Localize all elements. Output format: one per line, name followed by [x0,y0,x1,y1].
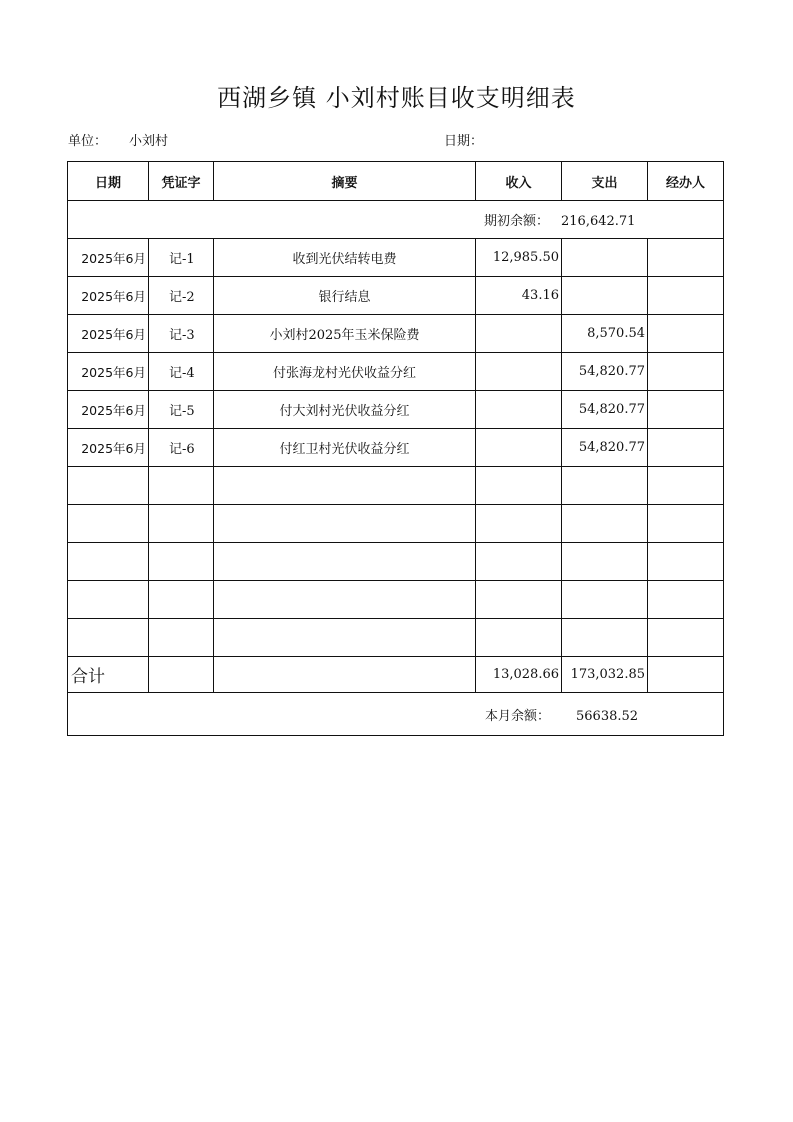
opening-balance-value: 216,642.71 [561,214,636,229]
cell-voucher: 记-2 [149,277,214,315]
cell-summary: 收到光伏结转电费 [214,239,476,277]
cell-handler [648,391,724,429]
cell-summary: 付张海龙村光伏收益分红 [214,353,476,391]
cell-income: 43.16 [476,277,562,315]
table-row [68,619,724,657]
cell-summary [214,619,476,657]
cell-income [476,581,562,619]
cell-date: 2025年6月 [68,391,149,429]
unit-value: 小刘村 [129,134,169,149]
cell-expense [562,505,648,543]
total-summary-cell [214,657,476,693]
cell-expense [562,467,648,505]
table-row [68,277,724,315]
cell-voucher: 记-1 [149,239,214,277]
cell-date: 2025年6月 [68,315,149,353]
cell-summary [214,543,476,581]
cell-summary [214,505,476,543]
table-row [68,543,724,581]
cell-summary: 银行结息 [214,277,476,315]
total-label: 合计 [68,657,149,693]
cell-date: 2025年6月 [68,239,149,277]
cell-voucher [149,543,214,581]
opening-balance-row [68,201,724,239]
cell-voucher: 记-5 [149,391,214,429]
cell-date [68,505,149,543]
cell-expense [562,277,648,315]
cell-handler [648,315,724,353]
closing-balance-value: 56638.52 [576,708,639,724]
col-header-voucher: 凭证字 [149,162,214,201]
cell-handler [648,581,724,619]
cell-voucher: 记-6 [149,429,214,467]
col-header-income: 收入 [476,162,562,201]
table-row [68,429,724,467]
date-label: 日期： [444,134,484,149]
cell-handler [648,277,724,315]
cell-date [68,467,149,505]
total-voucher-cell [149,657,214,693]
table-row [68,239,724,277]
cell-handler [648,353,724,391]
cell-voucher [149,581,214,619]
cell-expense [562,619,648,657]
closing-balance-row [68,693,724,736]
cell-handler [648,619,724,657]
total-expense: 173,032.85 [562,657,648,693]
table-row [68,391,724,429]
cell-summary [214,581,476,619]
total-income: 13,028.66 [476,657,562,693]
cell-date [68,543,149,581]
cell-income [476,505,562,543]
cell-handler [648,505,724,543]
cell-income [476,315,562,353]
col-header-handler: 经办人 [648,162,724,201]
table-row [68,467,724,505]
cell-expense [562,581,648,619]
cell-voucher [149,619,214,657]
cell-handler [648,543,724,581]
cell-income [476,619,562,657]
cell-summary: 付大刘村光伏收益分红 [214,391,476,429]
cell-date: 2025年6月 [68,277,149,315]
opening-balance-label: 期初余额： [484,214,550,229]
cell-income [476,391,562,429]
cell-handler [648,429,724,467]
cell-handler [648,239,724,277]
cell-voucher [149,467,214,505]
cell-expense [562,239,648,277]
header-row [68,162,724,201]
table-row [68,353,724,391]
cell-summary [214,467,476,505]
closing-balance-label: 本月余额： [485,708,551,724]
cell-voucher: 记-3 [149,315,214,353]
total-row [68,657,724,693]
cell-date: 2025年6月 [68,353,149,391]
table-row [68,315,724,353]
unit-label: 单位： [68,134,108,149]
date-field [444,130,483,149]
cell-voucher [149,505,214,543]
table-row [68,505,724,543]
cell-expense: 8,570.54 [562,315,648,353]
cell-summary: 付红卫村光伏收益分红 [214,429,476,467]
cell-date [68,581,149,619]
col-header-summary: 摘要 [214,162,476,201]
col-header-expense: 支出 [562,162,648,201]
cell-income [476,429,562,467]
cell-income [476,467,562,505]
cell-expense: 54,820.77 [562,429,648,467]
unit-field [68,130,168,149]
ledger-table [67,161,724,736]
cell-date [68,619,149,657]
cell-summary: 小刘村2025年玉米保险费 [214,315,476,353]
cell-expense: 54,820.77 [562,391,648,429]
cell-income: 12,985.50 [476,239,562,277]
cell-expense [562,543,648,581]
table-row [68,581,724,619]
cell-income [476,353,562,391]
col-header-date: 日期 [68,162,149,201]
cell-voucher: 记-4 [149,353,214,391]
total-handler-cell [648,657,724,693]
cell-expense: 54,820.77 [562,353,648,391]
cell-handler [648,467,724,505]
cell-income [476,543,562,581]
cell-date: 2025年6月 [68,429,149,467]
page-title: 西湖乡镇 小刘村账目收支明细表 [217,84,576,112]
